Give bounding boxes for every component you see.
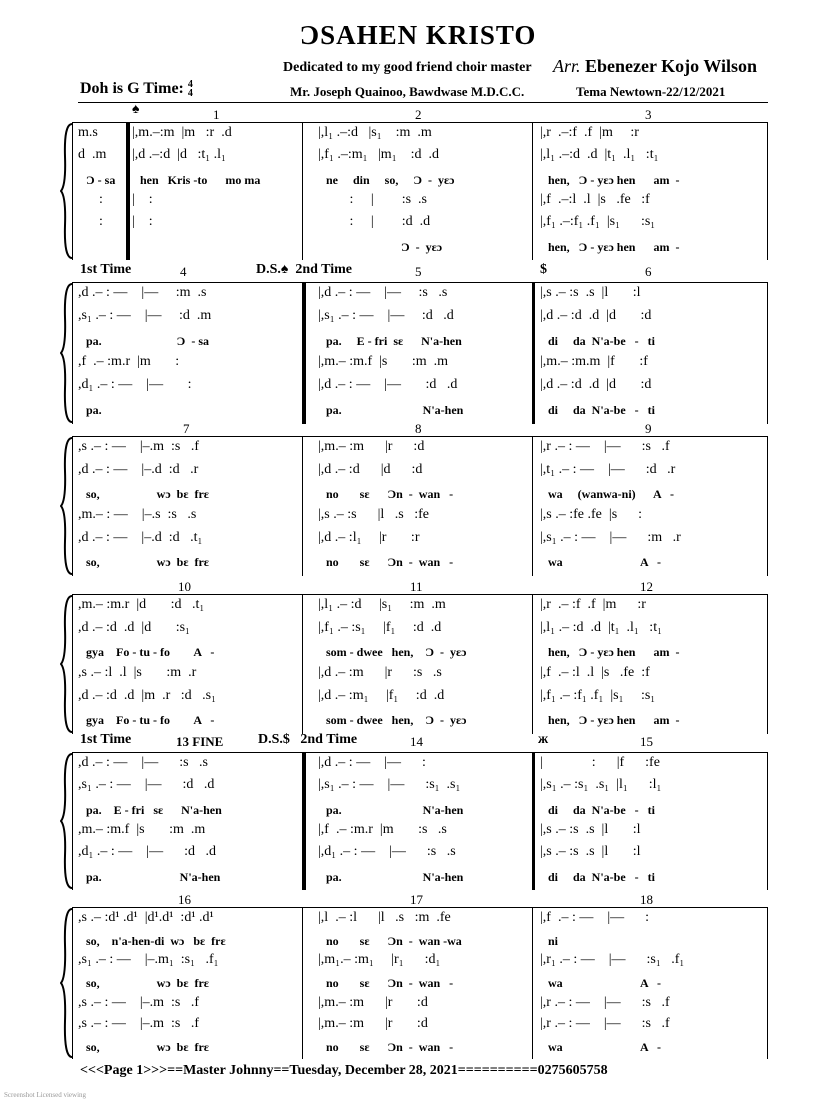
lyric-text: wa A - [548,976,662,991]
solfa-notes: : | :s .s [318,192,427,207]
solfa-notes: ,d .– : — |–.d :d .t₁ [78,529,203,545]
lyric-text: pa. N'a-hen [86,869,221,884]
solfa-notes: |,f₁ .–:f₁ .f₁ |s₁ :s₁ [540,214,656,230]
measure-bar [532,436,533,576]
lyric-text: pa. N'a-hen [326,802,464,817]
key-time [80,80,193,98]
lyric-text: so, wɔ bɛ frɛ [86,555,209,570]
solfa-notes: |,d .– :d .d |d :d [540,377,652,392]
lyric-text: no sɛ Ɔn - wan - [326,487,454,502]
section-label: ж [538,732,549,747]
section-label: $ [540,262,547,277]
lyric-text: pa. E - fri sɛ N'a-hen [86,802,222,817]
lyric-text: no sɛ Ɔn - wan -wa [326,934,462,949]
lyric-text: wa A - [548,555,662,570]
solfa-notes: |,l₁ .– :d .d |t₁ .l₁ :t₁ [540,619,662,635]
place-date: Tema Newtown-22/12/2021 [576,84,726,99]
solfa-notes: |,r .– :f .f |m :r [540,597,646,612]
solfa-notes: |,r .– : — |— :s .f [540,1015,670,1031]
solfa-notes: |,f₁ .– :s₁ |f₁ :d .d [318,619,442,635]
dedicatee: Mr. Joseph Quainoo, Bawdwase M.D.C.C. [290,84,525,99]
measure-bar [302,752,306,890]
measure-bar [532,122,533,260]
solfa-notes: |,f .– :l .l |s .fe :f [540,665,650,680]
solfa-notes: |,l .– :l |l .s :m .fe [318,910,451,925]
system-brace [60,122,70,260]
system-brace [60,907,70,1059]
lyric-text: hen, Ɔ - yɛɔ hen am - [548,239,680,254]
solfa-notes: |,d .– :d .d |d :d [540,308,652,323]
lyric-text: pa. E - fri sɛ N'a-hen [326,334,462,348]
tiny-note: Screenshot Licensed viewing [4,1091,87,1099]
lyric-text: gya Fo - tu - fo A - [86,713,215,728]
measure-number: 13 FINE [176,734,224,749]
footer: <<<Page 1>>>==Master Johnny==Tuesday, December 28, 2021==========0275605758 [80,1063,608,1078]
lyric-text: no sɛ Ɔn - wan - [326,555,454,570]
system-left-bar [72,752,73,890]
system-brace [60,282,70,424]
measure-number: 16 [178,892,191,907]
lyric-text: hen, Ɔ - yɛɔ hen am - [548,172,680,187]
solfa-notes: |,d .– :l₁ |r :r [318,529,420,545]
solfa-notes: |,f .– : — |— : [540,910,650,925]
solfa-notes: d .m [78,147,107,163]
system-right-bar [767,122,768,260]
solfa-notes: |,t₁ .– : — |— :d .r [540,461,676,477]
system-right-bar [767,436,768,576]
measure-number: 2 [415,107,422,122]
solfa-notes: ,s₁ .– : — |–.m₁ :s₁ .f₁ [78,952,219,968]
solfa-notes: : [78,192,103,207]
solfa-notes: | : [132,214,153,230]
system-left-bar [72,907,73,1059]
solfa-notes: |,d .– :d |d :d [318,461,423,477]
measure-bar [302,282,306,424]
measure-number: 5 [415,264,422,279]
system-right-bar [767,907,768,1059]
measure-number: 9 [645,421,652,436]
lyric-text: so, wɔ bɛ frɛ [86,976,209,991]
solfa-notes: ,d₁ .– : — |— : [78,377,192,392]
lyric-text: no sɛ Ɔn - wan - [326,976,454,991]
solfa-notes: |,r .– : — |— :s .f [540,994,670,1010]
measure-bar [532,594,533,734]
lyric-text: hen, Ɔ - yɛɔ hen am - [548,645,680,660]
solfa-notes: ,s .– :l .l |s :m .r [78,665,197,680]
solfa-notes: ,s .– : — |–.m :s .f [78,1015,200,1031]
lyric-text: so, wɔ bɛ frɛ [86,1039,209,1054]
system-brace [60,752,70,890]
measure-bar [302,436,303,576]
solfa-notes: |,d .– : — |— :d .d [318,377,458,392]
measure-number: 7 [183,421,190,436]
solfa-notes: ,d .– : — |— :m .s [78,285,207,300]
lyric-text: pa. N'a-hen [326,869,464,884]
solfa-notes: |,d .– : — |— :s .s [318,285,448,300]
solfa-notes: |,s₁ .– : — |— :s₁ .s₁ [318,777,461,793]
solfa-notes: |,f .– :m.r |m :s .s [318,822,447,837]
solfa-notes: |,f₁ .– :f₁ .f₁ |s₁ :s₁ [540,687,656,703]
lyric-text: som - dwee hen, Ɔ - yɛɔ [326,645,467,660]
solfa-notes: |,d .–:d |d :t₁ .l₁ [132,147,226,163]
lyric-text: ni [548,934,559,949]
lyric-text: gya Fo - tu - fo A - [86,645,215,660]
solfa-notes: |,r .–:f .f |m :r [540,125,639,140]
solfa-notes: |,s₁ .– : — |— :m .r [540,529,681,545]
section-label: 1st Time [80,732,132,747]
time-num: 4 [187,79,193,91]
section-label: D.S.$ 2nd Time [258,732,358,747]
system-top-rule [72,752,767,753]
lyric-text: no sɛ Ɔn - wan - [326,1039,454,1054]
system-right-bar [767,282,768,424]
solfa-notes: ,d .– : — |–.d :d .r [78,461,199,477]
solfa-notes: |,m.– :m |r :d [318,439,425,454]
measure-number: 10 [178,579,191,594]
solfa-notes: |,l₁ .–:d .d |t₁ .l₁ :t₁ [540,147,659,163]
solfa-notes: ,s .– : — |–.m :s .f [78,439,200,454]
measure-number: 15 [640,734,653,749]
solfa-notes: |,r₁ .– : — |— :s₁ .f₁ [540,952,685,968]
system-left-bar [72,436,73,576]
solfa-notes: |,d₁ .– : — |— :s .s [318,844,456,860]
lyric-text: di da N'a-be - ti [548,869,656,884]
solfa-notes: |,s₁ .– : — |— :d .d [318,308,454,323]
system-brace [60,594,70,734]
repeat-bar [532,752,535,890]
solfa-notes: | : |f :fe [540,755,660,770]
solfa-notes: |,l₁ .– :d |s₁ :m .m [318,597,446,612]
solfa-notes: |,s .– :s .s |l :l [540,285,641,300]
solfa-notes: |,m.– :m.m |f :f [540,354,648,369]
measure-bar [302,907,303,1059]
solfa-notes: ,d .– : — |— :s .s [78,755,208,770]
header-rule [78,102,768,103]
system-left-bar [72,282,73,424]
solfa-notes: |,m₁.– :m₁ |r₁ :d₁ [318,952,441,968]
section-label: ♠ [132,102,140,117]
measure-number: 6 [645,264,652,279]
solfa-notes: |,s .– :s |l .s :fe [318,507,429,522]
system-right-bar [767,752,768,890]
system-top-rule [72,282,767,283]
section-label: 1st Time [80,262,132,277]
solfa-notes: |,s₁ .– :s₁ .s₁ |l₁ :l₁ [540,777,662,793]
lyric-text: wa (wanwa-ni) A - [548,487,675,502]
lyric-text: hen, Ɔ - yɛɔ hen am - [548,713,680,728]
measure-number: 14 [410,734,423,749]
lyric-text: di da N'a-be - ti [548,802,656,817]
lyric-text: pa. N'a-hen [326,403,464,417]
solfa-notes: ,m.– :m.f |s :m .m [78,822,206,837]
solfa-notes: ,s .– : — |–.m :s .f [78,994,200,1010]
solfa-notes: m.s [78,125,98,140]
solfa-notes: |,r .– : — |— :s .f [540,439,670,454]
section-label: D.S.♠ 2nd Time [256,262,353,277]
lyric-text: ne din so, Ɔ - yɛɔ [326,172,455,187]
lyric-text: di da N'a-be - ti [548,403,656,417]
solfa-notes: |,m.– :m |r :d [318,994,428,1010]
solfa-notes: |,d .– :m |r :s .s [318,665,442,680]
measure-number: 1 [213,107,220,122]
time-signature [188,80,193,98]
lyric-text: Ɔ - yɛɔ [326,239,443,254]
solfa-notes: : [78,214,103,230]
lyric-text: di da N'a-be - ti [548,334,656,348]
lyric-text: wa A - [548,1039,662,1054]
arranger-name: Ebenezer Kojo Wilson [585,56,758,76]
solfa-notes: |,m.– :m.f |s :m .m [318,354,449,369]
lyric-text: pa. Ɔ - sa [86,334,210,348]
solfa-notes: ,s₁ .– : — |— :d .m [78,308,212,323]
measure-number: 11 [410,579,423,594]
measure-number: 17 [410,892,423,907]
measure-bar [302,122,303,260]
measure-number: 12 [640,579,653,594]
time-den: 4 [187,88,193,100]
solfa-notes: : | :d .d [318,214,431,230]
solfa-notes: |,m.– :m |r :d [318,1015,428,1031]
page-title: ƆSAHEN KRISTO [299,20,537,50]
solfa-notes: |,f₁ .–:m₁ |m₁ :d .d [318,147,439,163]
measure-number: 4 [180,264,187,279]
arranger-prefix: Arr. [553,56,581,76]
lyric-text: hen Kris -to mo ma [140,172,261,187]
repeat-bar [532,282,535,424]
measure-number: 18 [640,892,653,907]
lyric-text: Ɔ - sa [86,172,116,187]
solfa-notes: | : [132,192,153,207]
solfa-notes: |,s .– :s .s |l :l [540,822,641,837]
solfa-notes: |,l₁ .–:d |s₁ :m .m [318,125,432,140]
system-left-bar [72,122,73,260]
solfa-notes: |,s .– :s .s |l :l [540,844,641,860]
key-label: Doh is G Time: [80,80,184,97]
solfa-notes: ,d .– :d .d |m .r :d .s₁ [78,687,216,703]
solfa-notes: ,m.– :m.r |d :d .t₁ [78,597,205,612]
dedication: Dedicated to my good friend choir master [283,60,532,75]
lyric-text: som - dwee hen, Ɔ - yɛɔ [326,713,467,728]
solfa-notes: ,f .– :m.r |m : [78,354,180,369]
arranger [553,56,757,77]
system-brace [60,436,70,576]
measure-bar [532,907,533,1059]
solfa-notes: |,d .– : — |— : [318,755,426,770]
system-right-bar [767,594,768,734]
solfa-notes: |,f .–:l .l |s .fe :f [540,192,650,207]
lyric-text: pa. [86,403,102,417]
measure-number: 8 [415,421,422,436]
double-bar [126,122,130,260]
solfa-notes: ,d .– :d .d |d :s₁ [78,619,190,635]
solfa-notes: |,m.–:m |m :r .d [132,125,232,140]
solfa-notes: ,s₁ .– : — |— :d .d [78,777,215,793]
solfa-notes: ,s .– :d¹ .d¹ |d¹.d¹ :d¹ .d¹ [78,910,214,925]
solfa-notes: ,m.– : — |–.s :s .s [78,507,197,522]
solfa-notes: |,s .– :fe .fe |s : [540,507,643,522]
solfa-notes: ,d₁ .– : — |— :d .d [78,844,216,860]
measure-number: 3 [645,107,652,122]
lyric-text: so, n'a-hen-di wɔ bɛ frɛ [86,934,226,949]
measure-bar [302,594,303,734]
system-left-bar [72,594,73,734]
solfa-notes: |,d .– :m₁ |f₁ :d .d [318,687,445,703]
lyric-text: so, wɔ bɛ frɛ [86,487,209,502]
